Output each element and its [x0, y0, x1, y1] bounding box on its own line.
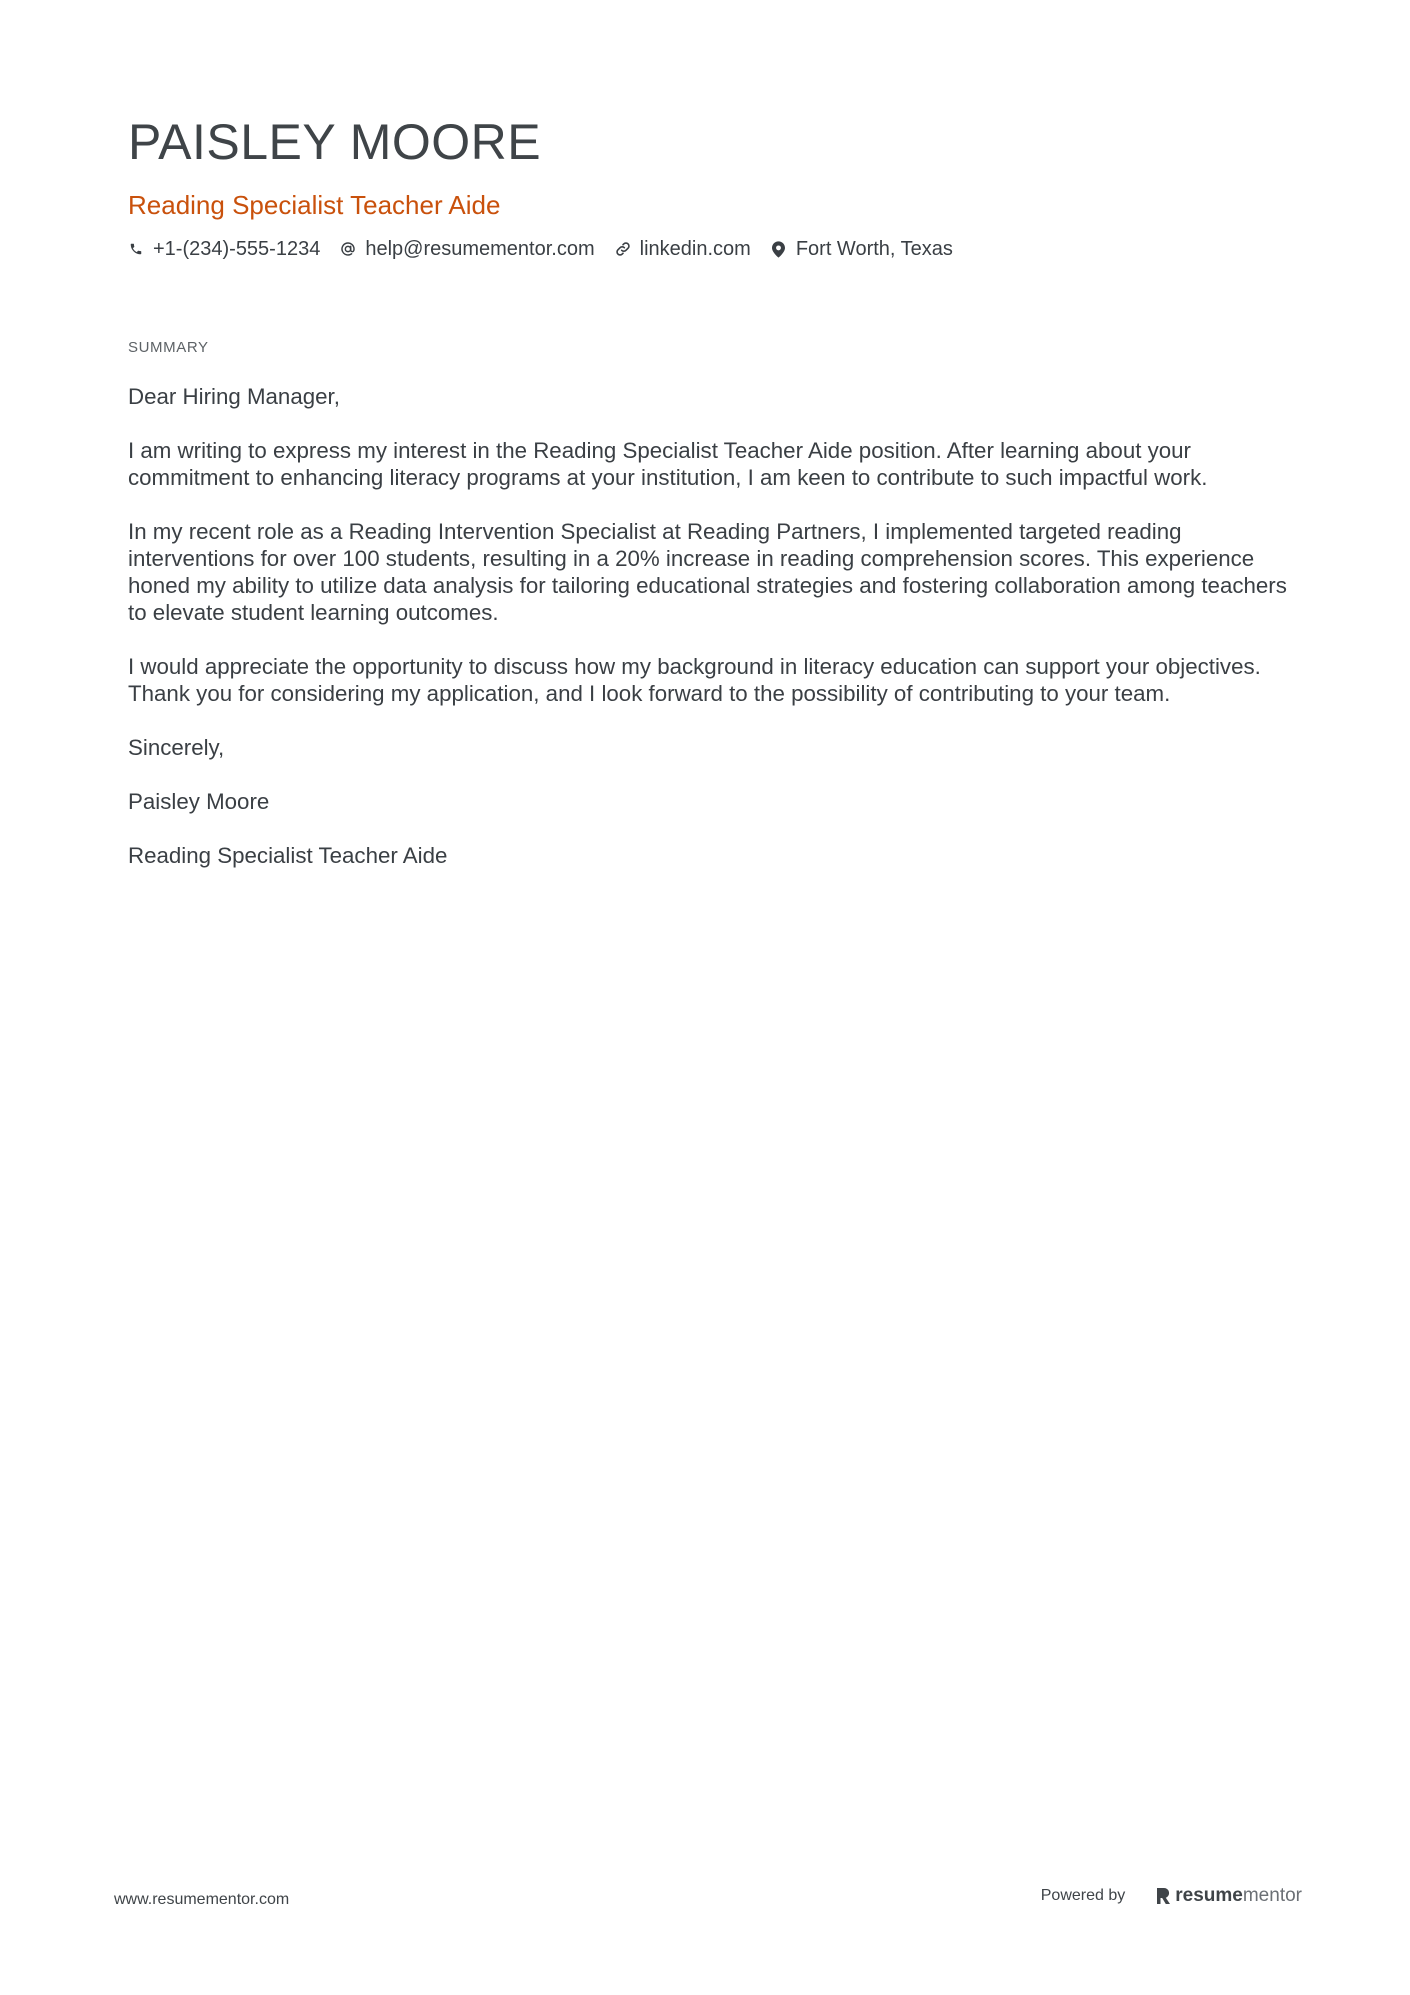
- resumementor-logo[interactable]: [1155, 1885, 1302, 1907]
- section-label-summary: SUMMARY: [128, 339, 209, 356]
- location-text: Fort Worth, Texas: [795, 238, 953, 260]
- letter-paragraph-2: In my recent role as a Reading Intervention Specialist at Reading Partners, I implemented targeted reading interventions for over 100 students, resulting in a 20% increase in reading comprehension scores. This experience honed my ability to utilize data analysis for tailoring educational strategies and fostering collaboration among teachers to elevate student learning outcomes.: [128, 519, 1287, 625]
- contact-row: [128, 237, 1288, 261]
- website-link[interactable]: linkedin.com: [639, 238, 751, 260]
- closing: Sincerely,: [128, 735, 225, 760]
- resumementor-logo-icon: [1155, 1886, 1171, 1906]
- letter-paragraph-1: I am writing to express my interest in the Reading Specialist Teacher Aide position. After learning about your commitment to enhancing literacy programs at your institution, I am keen to contribute to such impactful work.: [128, 438, 1208, 490]
- phone-text: +1-(234)-555-1234: [153, 238, 321, 260]
- contact-website: [615, 237, 751, 261]
- email-link[interactable]: help@resumementor.com: [365, 238, 595, 260]
- signature-name: Paisley Moore: [128, 789, 270, 814]
- at-icon: [340, 240, 356, 258]
- contact-email: [340, 237, 594, 261]
- candidate-name: PAISLEY MOORE: [128, 114, 542, 170]
- powered-by-text: Powered by: [1040, 1887, 1126, 1904]
- letter-paragraph-3: I would appreciate the opportunity to discuss how my background in literacy education can support your objectives. Thank you for considering my application, and I look forward to the possibility of contributing to your team.: [128, 654, 1261, 706]
- letter-body: [128, 383, 1288, 896]
- signature-title: Reading Specialist Teacher Aide: [128, 843, 448, 868]
- contact-phone: [128, 237, 320, 261]
- phone-icon: [128, 240, 144, 258]
- job-title: Reading Specialist Teacher Aide: [128, 190, 501, 220]
- logo-text-bold: resume: [1175, 1885, 1243, 1906]
- salutation: Dear Hiring Manager,: [128, 384, 340, 409]
- link-icon: [615, 240, 631, 258]
- footer-website[interactable]: www.resumementor.com: [114, 1891, 290, 1908]
- header: [128, 112, 1288, 261]
- logo-text-light: mentor: [1242, 1885, 1302, 1906]
- footer-branding: [1041, 1885, 1302, 1907]
- map-pin-icon: [771, 240, 787, 258]
- contact-location: [771, 237, 953, 261]
